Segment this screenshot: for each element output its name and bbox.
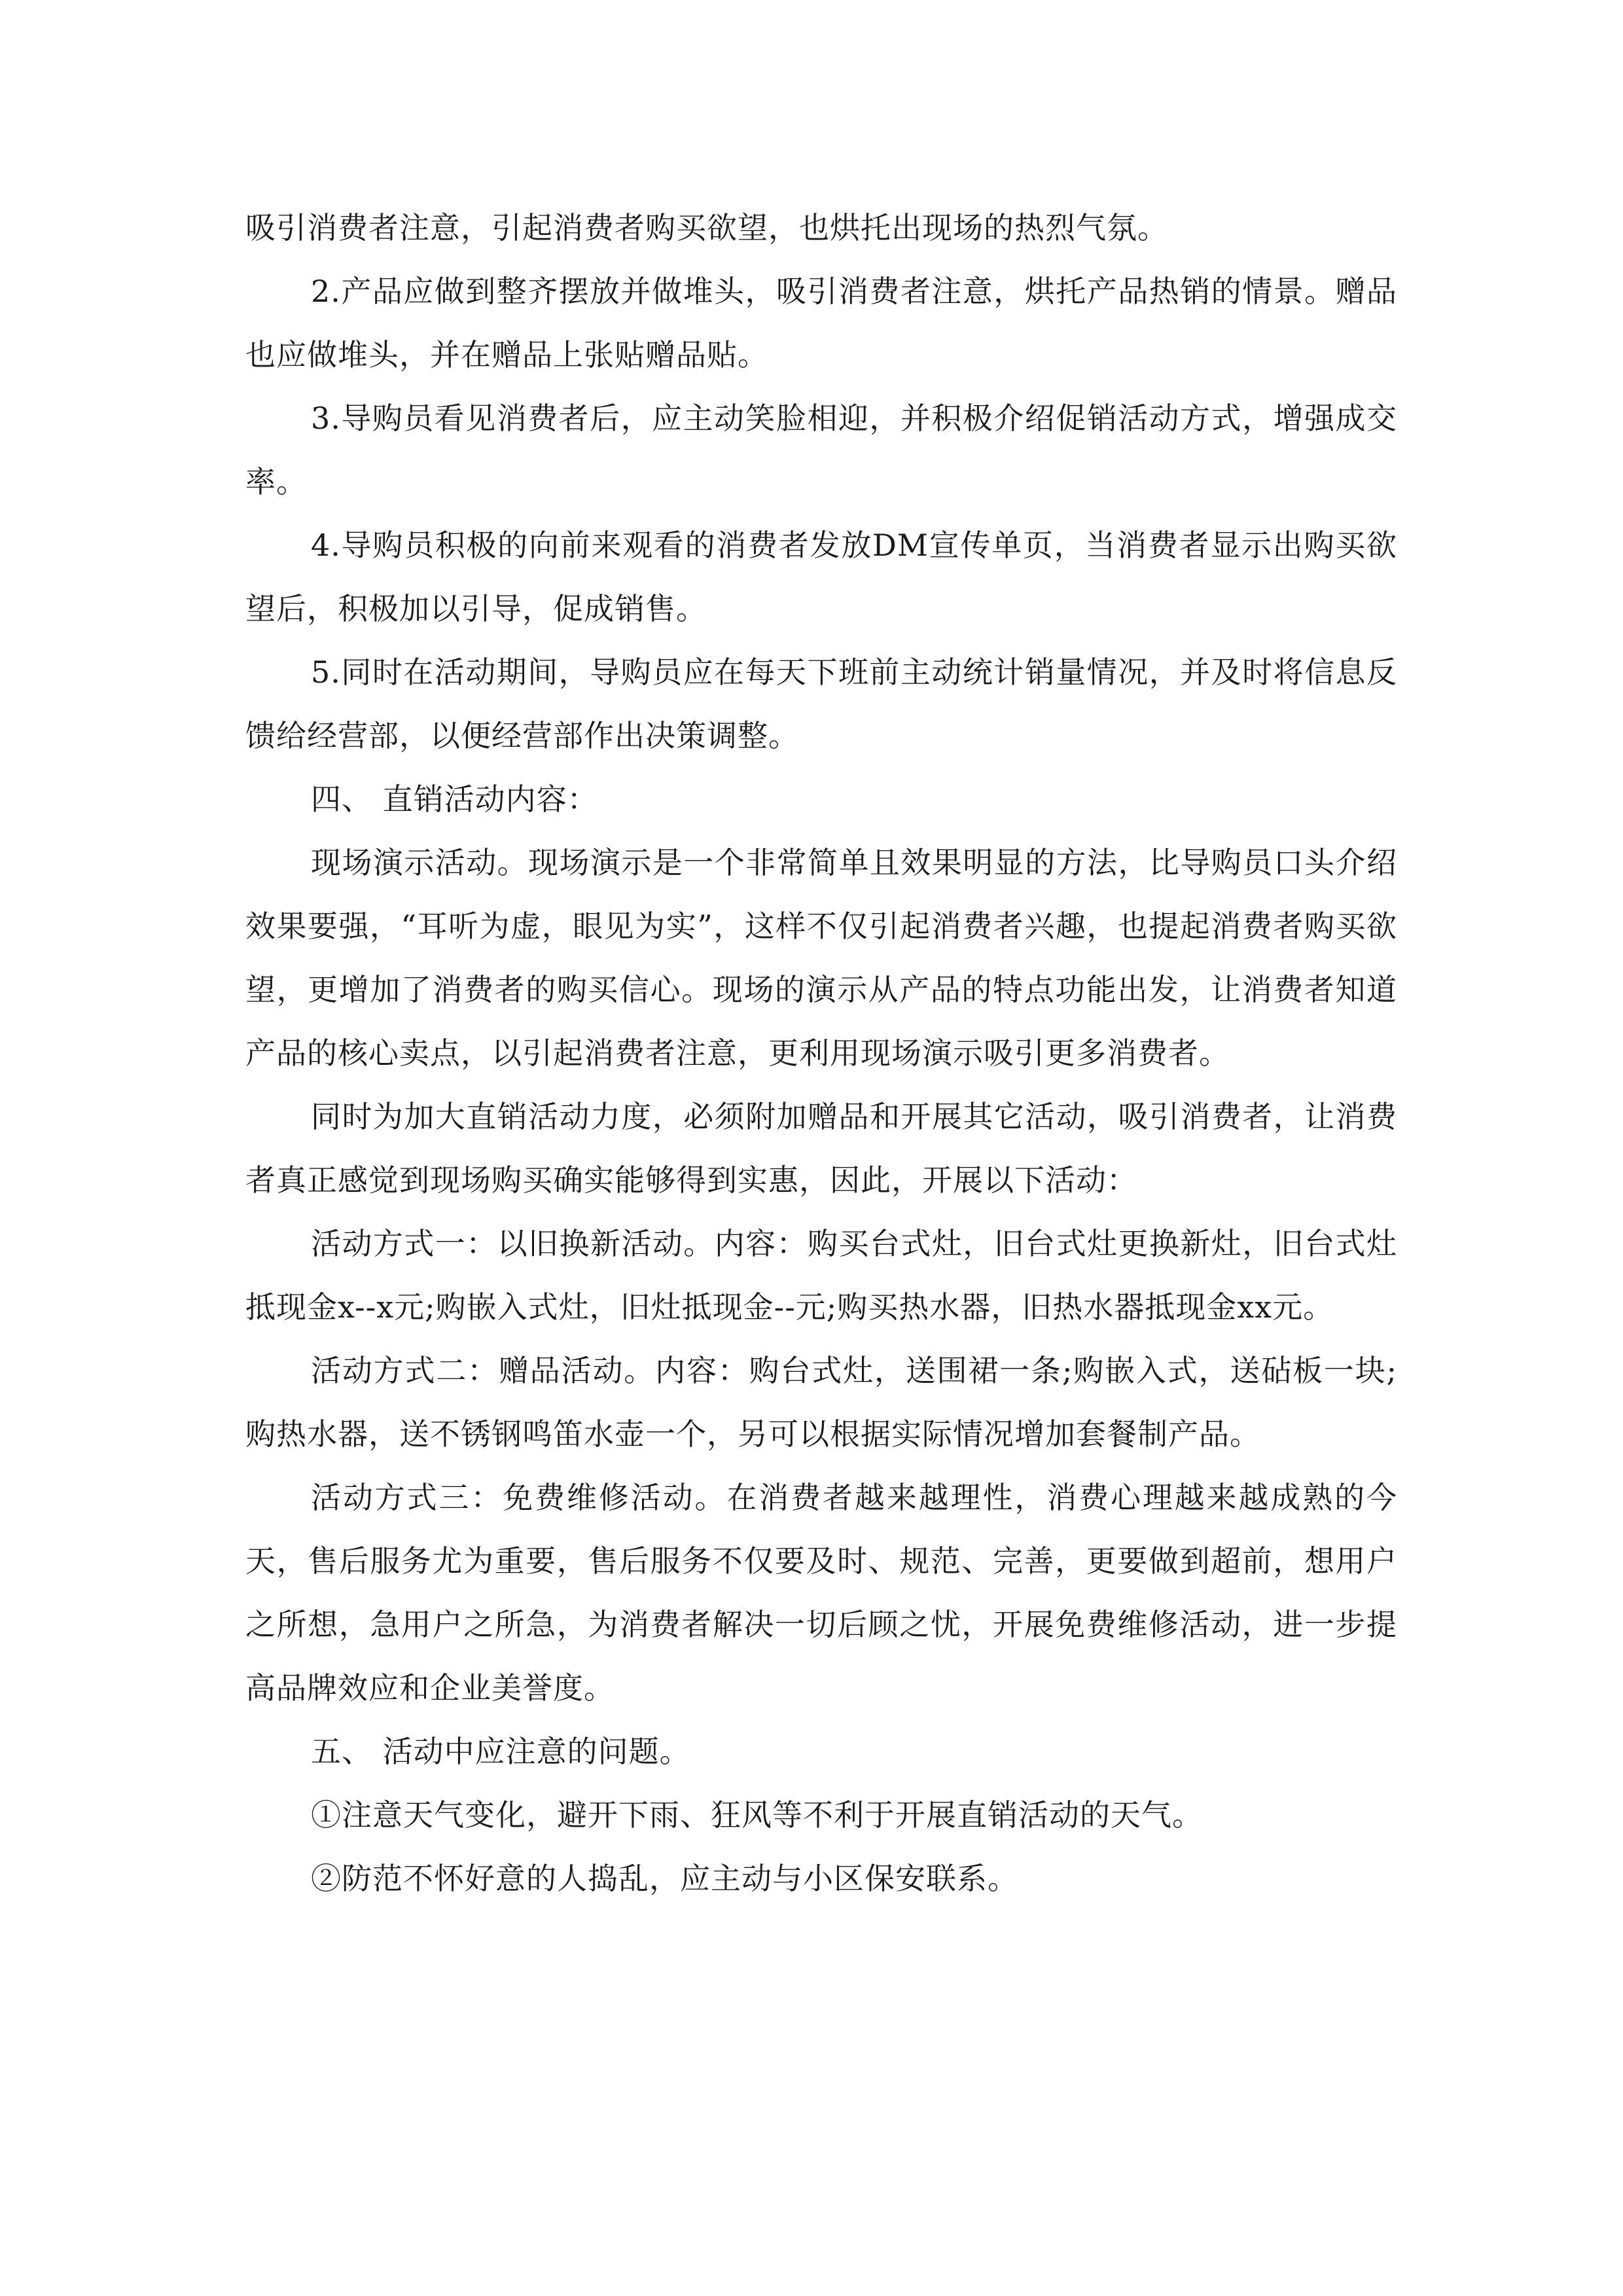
paragraph-demo-activity: 现场演示活动。现场演示是一个非常简单且效果明显的方法，比导购员口头介绍效果要强，“耳听为虚，眼见为实”，这样不仅引起消费者兴趣，也提起消费者购买欲望，更增加了消费者的购买信心。现场的演示从产品的特点功能出发，让消费者知道产品的核心卖点，以引起消费者注意，更利用现场演示吸引更多消费者。 [245,845,1397,1071]
paragraph-item-3: 3.导购员看见消费者后，应主动笑脸相迎，并积极介绍促销活动方式，增强成交率。 [245,401,1397,499]
document-body [245,196,1397,1910]
paragraph-activity-one: 活动方式一：以旧换新活动。内容：购买台式灶，旧台式灶更换新灶，旧台式灶抵现金x--x元;购嵌入式灶，旧灶抵现金--元;购买热水器，旧热水器抵现金xx元。 [245,1226,1397,1325]
section-heading-4: 四、 直销活动内容： [311,781,598,817]
note-item-2: ②防范不怀好意的人捣乱，应主动与小区保安联系。 [311,1861,1018,1896]
paragraph-activity-three: 活动方式三：免费维修活动。在消费者越来越理性，消费心理越来越成熟的今天，售后服务尤为重要，售后服务不仅要及时、规范、完善，更要做到超前，想用户之所想，急用户之所急，为消费者解决一切后顾之忧，开展免费维修活动，进一步提高品牌效应和企业美誉度。 [245,1480,1397,1706]
paragraph-activity-two: 活动方式二：赠品活动。内容：购台式灶，送围裙一条;购嵌入式，送砧板一块;购热水器，送不锈钢鸣笛水壶一个，另可以根据实际情况增加套餐制产品。 [245,1353,1397,1452]
paragraph-item-2: 2.产品应做到整齐摆放并做堆头，吸引消费者注意，烘托产品热销的情景。赠品也应做堆头，并在赠品上张贴赠品贴。 [245,274,1397,372]
paragraph-item-5: 5.同时在活动期间，导购员应在每天下班前主动统计销量情况，并及时将信息反馈给经营部，以便经营部作出决策调整。 [245,655,1397,753]
paragraph-continuation: 吸引消费者注意，引起消费者购买欲望，也烘托出现场的热烈气氛。 [245,210,1168,245]
paragraph-item-4: 4.导购员积极的向前来观看的消费者发放DM宣传单页，当消费者显示出购买欲望后，积极加以引导，促成销售。 [245,528,1397,626]
note-item-1: ①注意天气变化，避开下雨、狂风等不利于开展直销活动的天气。 [311,1797,1203,1833]
section-heading-5: 五、 活动中应注意的问题。 [311,1734,690,1769]
paragraph-additional-activities: 同时为加大直销活动力度，必须附加赠品和开展其它活动，吸引消费者，让消费者真正感觉到现场购买确实能够得到实惠，因此，开展以下活动： [245,1099,1397,1198]
